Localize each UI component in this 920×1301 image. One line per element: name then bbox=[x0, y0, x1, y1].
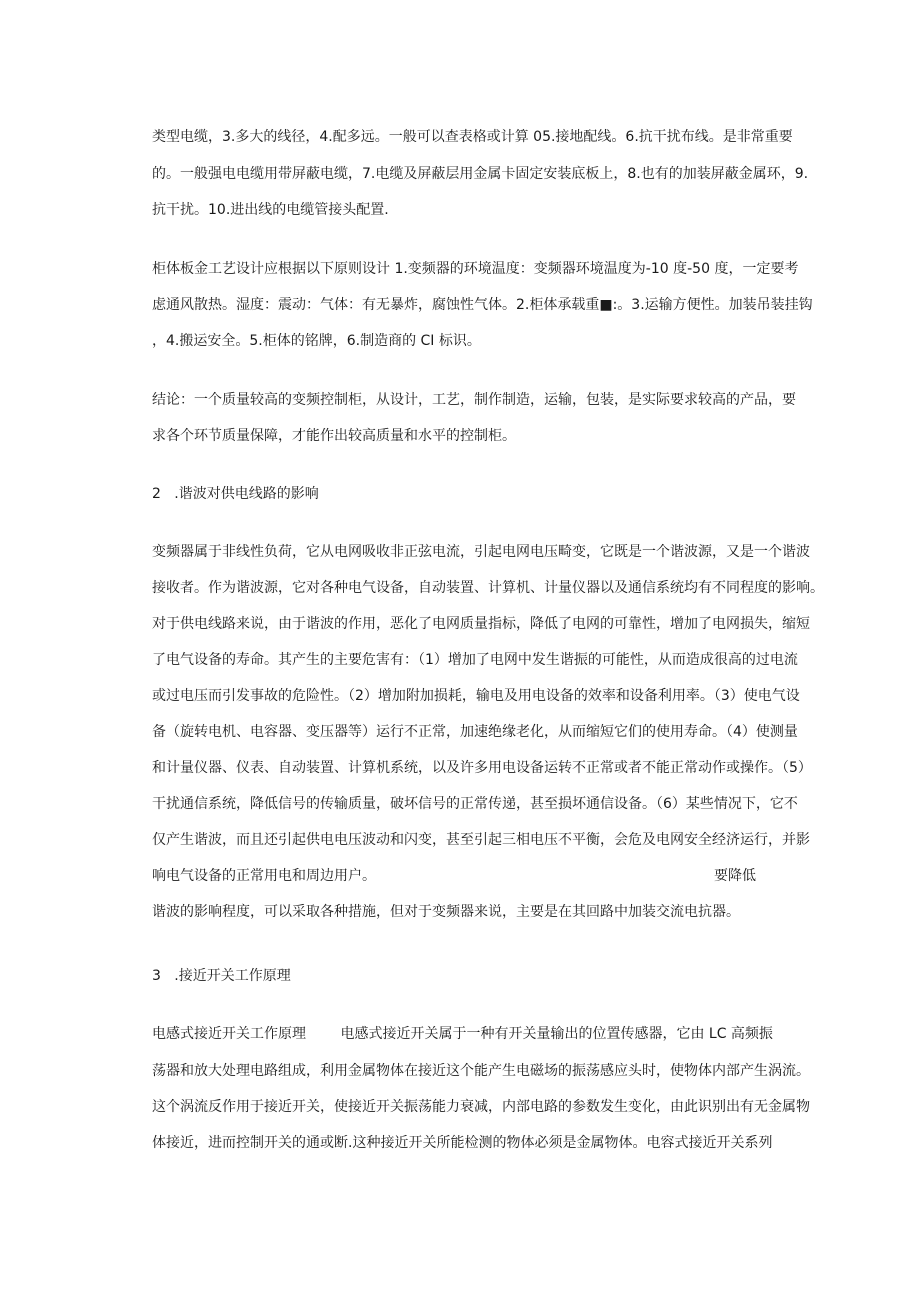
text-segment: 响电气设备的正常用电和周边用户。 bbox=[152, 868, 376, 884]
text-line: 变频器属于非线性负荷，它从电网吸收非正弦电流，引起电网电压畸变，它既是一个谐波源，又是一个谐波 bbox=[152, 544, 810, 560]
text-line: 柜体板金工艺设计应根据以下原则设计 1.变频器的环境温度：变频器环境温度为-10 度-50 度，一定要考 bbox=[152, 261, 799, 277]
text-line: 谐波的影响程度，可以采取各种措施，但对于变频器来说，主要是在其回路中加装交流电抗器。 bbox=[152, 904, 740, 920]
text-line: 类型电缆，3.多大的线径，4.配多远。一般可以查表格或计算 05.接地配线。6.抗干扰布线。是非常重要 bbox=[152, 129, 793, 145]
text-line: 了电气设备的寿命。其产生的主要危害有：（1）增加了电网中发生谐振的可能性，从而造成很高的过电流 bbox=[152, 652, 798, 668]
text-line: 求各个环节质量保障，才能作出较高质量和水平的控制柜。 bbox=[152, 428, 516, 444]
text-line: 虑通风散热。湿度：震动：气体：有无暴炸，腐蚀性气体。2.柜体承载重■:。3.运输方便性。加装吊装挂钩 bbox=[152, 297, 813, 313]
text-segment: 要降低 bbox=[714, 868, 756, 884]
text-line: 抗干扰。10.进出线的电缆管接头配置. bbox=[152, 202, 389, 218]
text-line bbox=[152, 866, 769, 886]
section-heading: 3 .接近开关工作原理 bbox=[152, 968, 291, 984]
text-line: 干扰通信系统，降低信号的传输质量，破坏信号的正常传递，甚至损坏通信设备。（6）某些情况下，它不 bbox=[152, 796, 798, 812]
text-line: 仅产生谐波，而且还引起供电电压波动和闪变，甚至引起三相电压不平衡，会危及电网安全经济运行，并影 bbox=[152, 832, 810, 848]
text-line: 结论：一个质量较高的变频控制柜，从设计，工艺，制作制造，运输，包装，是实际要求较高的产品，要 bbox=[152, 392, 796, 408]
text-line: 的。一般强电电缆用带屏蔽电缆，7.电缆及屏蔽层用金属卡固定安装底板上，8.也有的加装屏蔽金属环，9. bbox=[152, 166, 809, 182]
text-line: 接收者。作为谐波源，它对各种电气设备，自动装置、计算机、计量仪器以及通信系统均有不同程度的影响。 bbox=[152, 580, 824, 596]
text-line: 体接近，进而控制开关的通或断.这种接近开关所能检测的物体必须是金属物体。电容式接近开关系列 bbox=[152, 1135, 773, 1151]
text-segment: 电感式接近开关工作原理 bbox=[152, 1026, 306, 1042]
text-line: 和计量仪器、仪表、自动装置、计算机系统，以及许多用电设备运转不正常或者不能正常动作或操作。（5） bbox=[152, 760, 812, 776]
text-line bbox=[152, 1024, 773, 1044]
text-segment: 电感式接近开关属于一种有开关量输出的位置传感器，它由 LC 高频振 bbox=[340, 1026, 773, 1042]
text-line: 这个涡流反作用于接近开关，使接近开关振荡能力衰减，内部电路的参数发生变化，由此识别出有无金属物 bbox=[152, 1099, 810, 1115]
text-line: 荡器和放大处理电路组成，利用金属物体在接近这个能产生电磁场的振荡感应头时，使物体内部产生涡流。 bbox=[152, 1063, 810, 1079]
section-heading: 2 .谐波对供电线路的影响 bbox=[152, 486, 319, 502]
text-line: 备（旋转电机、电容器、变压器等）运行不正常，加速绝缘老化，从而缩短它们的使用寿命。（4）使测量 bbox=[152, 724, 798, 740]
text-line: 对于供电线路来说，由于谐波的作用，恶化了电网质量指标，降低了电网的可靠性，增加了电网损失，缩短 bbox=[152, 616, 810, 632]
text-line: ，4.搬运安全。5.柜体的铭牌，6.制造商的 CI 标识。 bbox=[152, 333, 481, 349]
text-line: 或过电压而引发事故的危险性。（2）增加附加损耗，输电及用电设备的效率和设备利用率。（3）使电气设 bbox=[152, 688, 800, 704]
